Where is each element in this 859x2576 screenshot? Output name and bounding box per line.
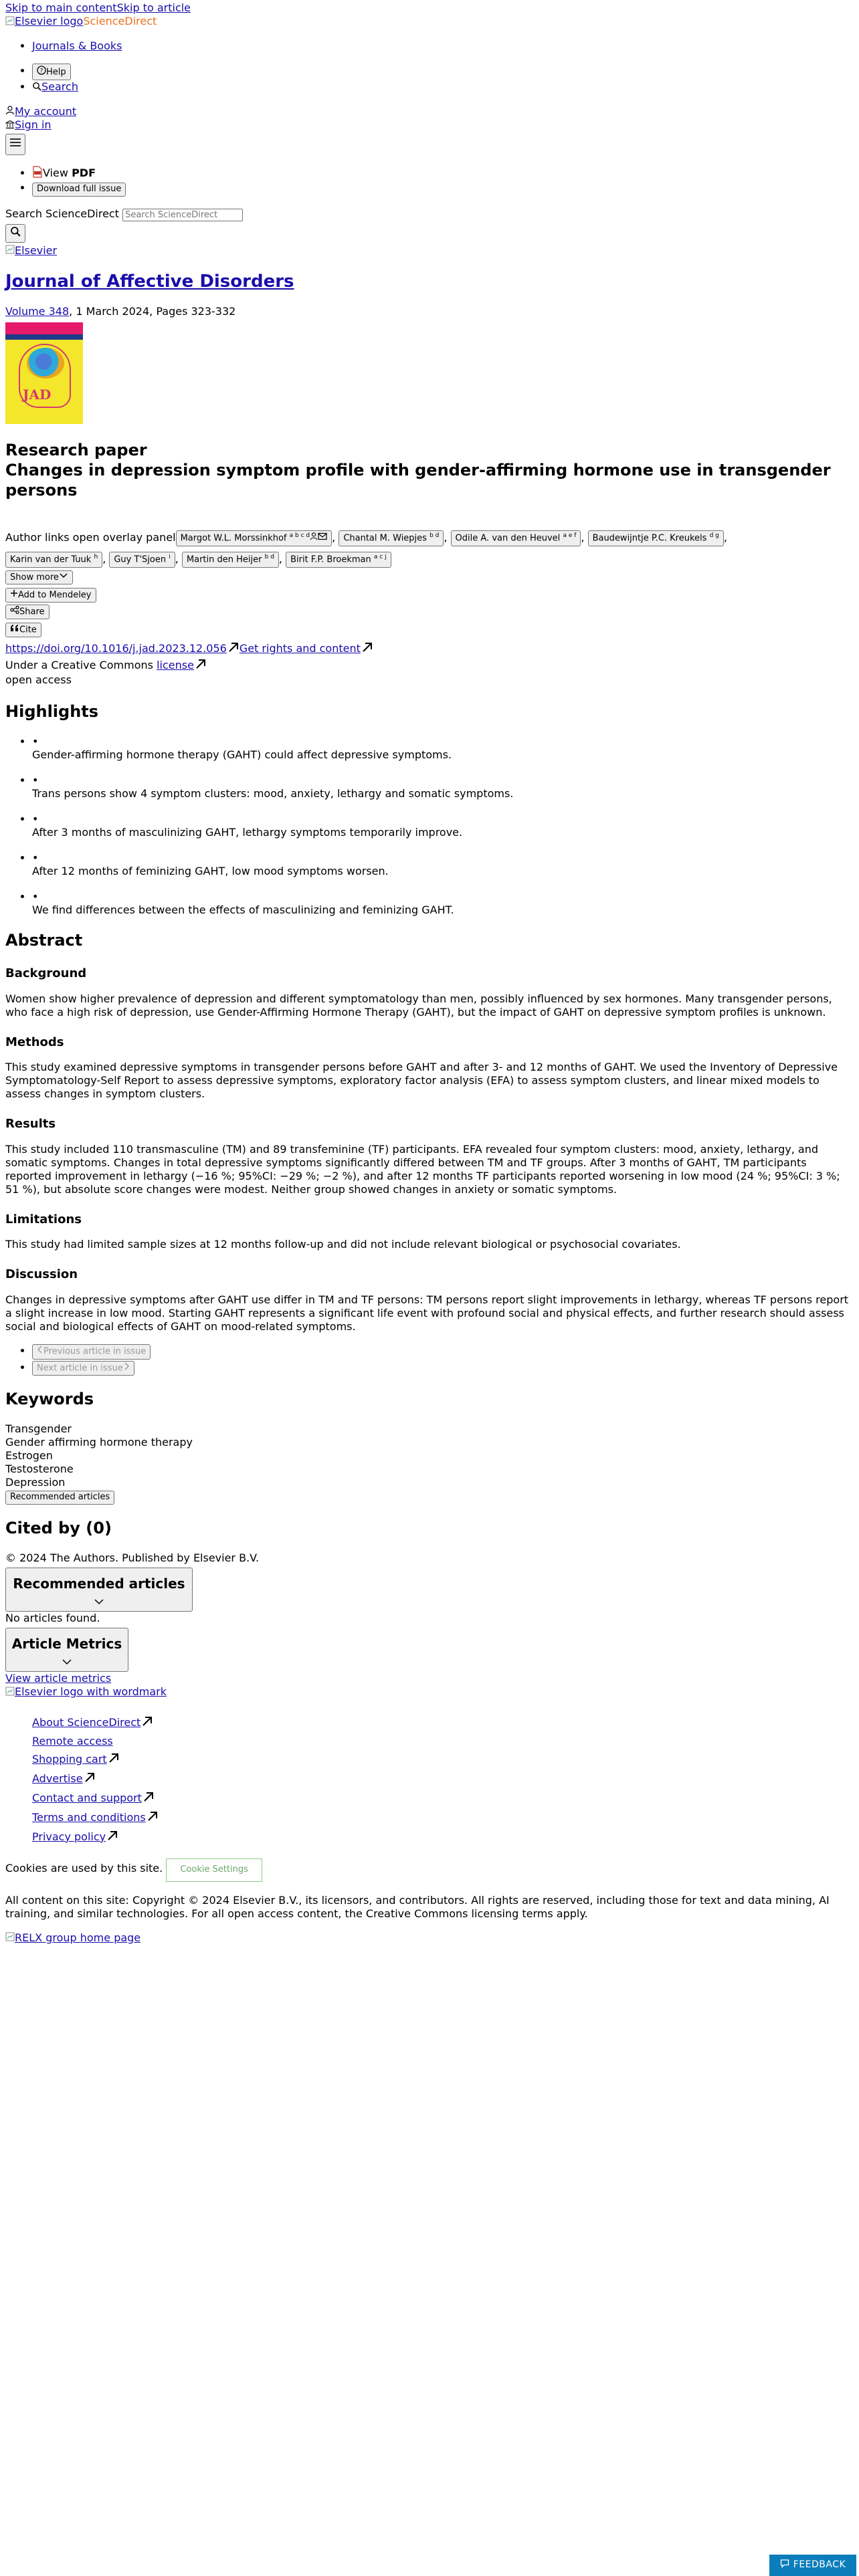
chevron-down-icon [59, 572, 68, 583]
next-article-button[interactable] [32, 1361, 134, 1376]
highlight-text: Trans persons show 4 symptom clusters: mood, anxiety, lethargy and somatic symptoms. [32, 787, 514, 800]
footer-logo-alt: Elsevier logo with wordmark [15, 1685, 167, 1699]
recommended-articles-toggle[interactable] [5, 1568, 193, 1612]
person-icon [5, 105, 15, 118]
share-row [5, 604, 859, 619]
highlight-text: After 12 months of feminizing GAHT, low mood symptoms worsen. [32, 865, 389, 878]
author-affiliations: d g [709, 532, 719, 540]
keyword: Depression [5, 1476, 66, 1489]
feedback-label: FEEDBACK [793, 2559, 846, 2571]
license-row [5, 658, 859, 673]
author-button[interactable] [5, 552, 102, 568]
footer-link-label: About ScienceDirect [32, 1715, 141, 1729]
elsevier-logo-link[interactable] [5, 15, 83, 27]
results-heading: Results [5, 1117, 56, 1132]
author-button[interactable] [286, 552, 391, 568]
methods-text: This study examined depressive symptoms in transgender persons before GAHT and after 3- and 12 months of GAHT. We used the Inventory of Depressive Symptomatology-Self Report to assess depressive symptoms, exploratory factor analysis (EFA) to assess symptom clusters, and linear mixed models to assess changes in symptom clusters. [5, 1061, 838, 1101]
cookie-settings-button[interactable]: Cookie Settings [166, 1858, 262, 1882]
footer-links [5, 1715, 859, 1845]
cite-button[interactable] [5, 623, 41, 637]
cite-row [5, 622, 859, 637]
cited-by-heading: Cited by (0) [5, 1519, 112, 1538]
cite-label: Cite [19, 625, 37, 635]
footer-link-remote-access[interactable]: Remote access [32, 1734, 113, 1747]
footer-link-about[interactable] [32, 1716, 153, 1729]
list-item: • • After 3 months of masculinizing GAHT, lethargy symptoms temporarily improve. [32, 813, 859, 839]
discussion-text: Changes in depressive symptoms after GAHT use differ in TM and TF persons: TM persons report slight improvements in lethargy, whereas TF persons report a slight increase in low mood. Starting GAHT represents a significant life event with profound social and physical effects, and further research should assess social and biological effects of GAHT on mood-related symptoms. [5, 1293, 849, 1333]
institution-icon [5, 119, 15, 132]
article-metrics-toggle[interactable] [5, 1628, 128, 1672]
person-icon [310, 532, 318, 544]
chevron-left-icon [37, 1346, 43, 1358]
mendeley-row [5, 587, 859, 603]
chat-bubble-icon [780, 2559, 789, 2572]
author-name: Chantal M. Wiepjes [343, 533, 427, 544]
help-icon [37, 66, 46, 79]
elsevier-logo-alt: Elsevier logo [15, 15, 84, 27]
chevron-down-icon [10, 1656, 124, 1667]
my-account-link[interactable]: My account [15, 104, 77, 118]
highlight-text: Gender-affirming hormone therapy (GAHT) could affect depressive symptoms. [32, 748, 452, 762]
utility-nav [5, 64, 859, 94]
search-sd-row [5, 207, 859, 221]
article-metrics-heading: Article Metrics [11, 1636, 122, 1652]
previous-article-label: Previous article in issue [43, 1346, 147, 1357]
cover-jad-text: JAD [23, 386, 52, 403]
search-sd-label: Search ScienceDirect [5, 207, 119, 220]
author-links-label: Author links open overlay panel [5, 530, 176, 544]
external-link-icon [106, 1830, 118, 1845]
limitations-text: This study had limited sample sizes at 12 months follow-up and did not include relevant biological or psychosocial covariates. [5, 1238, 681, 1251]
author-name: Guy T'Sjoen [114, 554, 167, 565]
external-link-icon [108, 1752, 120, 1767]
background-heading: Background [5, 966, 87, 981]
search-link[interactable]: Search [41, 80, 78, 94]
highlight-text: We find differences between the effects of masculinizing and feminizing GAHT. [32, 903, 454, 917]
download-full-issue-button[interactable]: Download full issue [32, 183, 126, 197]
account-row [5, 105, 859, 119]
search-icon [32, 81, 41, 94]
recommended-articles-heading: Recommended articles [13, 1576, 185, 1592]
show-more-row [5, 570, 859, 585]
quote-icon [10, 624, 19, 636]
add-to-mendeley-button[interactable] [5, 588, 96, 603]
rights-text: Get rights and content [239, 642, 361, 655]
share-button[interactable] [5, 605, 50, 619]
author-button[interactable] [451, 530, 581, 546]
methods-heading: Methods [5, 1035, 64, 1049]
author-affiliations: b d [430, 532, 440, 540]
broken-image-icon [5, 1686, 15, 1699]
share-icon [10, 606, 19, 618]
license-prefix: Under a Creative Commons [5, 659, 157, 672]
view-pdf-bold: PDF [72, 166, 96, 179]
license-link[interactable] [157, 659, 207, 671]
license-link-text: license [157, 659, 194, 672]
results-text: This study included 110 transmasculine (TM) and 89 transfeminine (TF) participants. EFA revealed four symptom clusters: mood, anxiety, lethargy, and somatic symptoms. Changes in total depressive symptoms significantly differed between TM and TF groups. After 3 months of GAHT, TM participants reported improvement in lethargy (−16 %; 95%CI: −29 %; −2 %), and after 12 months TF participants reported worsening in low mood (24 %; 95%CI: 3 %; 51 %), but absolute score changes were modest. Neither group showed changes in anxiety or somatic symptoms. [5, 1142, 840, 1196]
journal-title-link[interactable]: Journal of Affective Disorders [5, 272, 294, 292]
background-text: Women show higher prevalence of depression and different symptomatology than men, possibly influenced by sex hormones. Many transgender persons, who face a high risk of depression, use Gender-Affirming Hormone Therapy (GAHT), but the impact of GAHT on depressive symptom profiles is unknown. [5, 992, 832, 1018]
next-article-label: Next article in issue [37, 1363, 123, 1374]
search-submit-row [5, 224, 859, 243]
external-link-icon [227, 641, 240, 657]
cover-band [5, 322, 83, 334]
journals-books-link[interactable]: Journals & Books [32, 39, 122, 52]
footer-link-advertise[interactable] [32, 1772, 96, 1785]
limitations-heading: Limitations [5, 1212, 82, 1226]
keyword: Gender affirming hormone therapy [5, 1436, 193, 1449]
doi-link[interactable] [5, 642, 240, 655]
publisher-logo-alt: Elsevier [15, 243, 58, 257]
share-label: Share [19, 607, 45, 617]
keywords-list [5, 1422, 859, 1489]
doi-text: https://doi.org/10.1016/j.jad.2023.12.056 [5, 642, 227, 655]
author-name: Birit F.P. Broekman [290, 554, 371, 565]
external-link-icon [142, 1791, 155, 1806]
brand-row [5, 15, 859, 29]
article-title: Changes in depression symptom profile with gender-affirming hormone use in transgender persons [5, 460, 831, 500]
broken-image-icon [5, 15, 15, 29]
author-name: Karin van der Tuuk [10, 554, 92, 565]
highlights-list [5, 735, 859, 917]
copyright-notice: All content on this site: Copyright © 2024 Elsevier B.V., its licensors, and contributors. All rights are reserved, including those for text and data mining, AI training, and similar technologies. For all open access content, the Creative Commons licensing terms apply. [5, 1893, 830, 1920]
article-toolbar [5, 166, 859, 197]
pdf-icon [32, 166, 43, 181]
footer-elsevier-logo-link[interactable] [5, 1685, 167, 1698]
view-article-metrics-link[interactable]: View article metrics [5, 1672, 112, 1685]
discussion-heading: Discussion [5, 1267, 78, 1282]
copyright-text: © 2024 The Authors. Published by Elsevier B.V. [5, 1551, 260, 1565]
footer [5, 1685, 859, 1945]
skip-links [5, 0, 859, 15]
abstract-heading: Abstract [5, 931, 83, 950]
feedback-button[interactable] [769, 2555, 856, 2576]
help-button[interactable] [32, 64, 71, 81]
list-item: • • Gender-affirming hormone therapy (GAHT) could affect depressive symptoms. [32, 735, 859, 762]
footer-link-label: Privacy policy [32, 1830, 106, 1843]
author-button[interactable] [588, 530, 724, 546]
svg-text:?: • ? [39, 68, 43, 74]
relx-logo-alt: RELX group home page [15, 1931, 141, 1944]
sign-in-row [5, 118, 859, 132]
show-more-button[interactable] [5, 570, 73, 585]
footer-link-shopping-cart[interactable] [32, 1753, 120, 1765]
chevron-right-icon [123, 1362, 130, 1374]
broken-image-icon [5, 1931, 15, 1945]
cookies-text: Cookies are used by this site. [5, 1861, 163, 1874]
author-name: Baudewijntje P.C. Kreukels [592, 533, 707, 544]
author-button[interactable] [182, 552, 279, 568]
footer-link-label: Advertise [32, 1772, 83, 1785]
volume-link[interactable]: Volume 348 [5, 304, 70, 318]
help-label: Help [46, 66, 66, 77]
article-pager [5, 1344, 859, 1376]
author-button[interactable] [176, 530, 332, 546]
recommended-articles-button[interactable]: Recommended articles [5, 1491, 114, 1505]
author-affiliations: i [169, 554, 171, 561]
no-articles-text: No articles found. [5, 1612, 100, 1625]
keyword: Transgender [5, 1422, 72, 1436]
author-affiliations: a b c d [289, 532, 310, 540]
doi-row [5, 641, 859, 657]
site-header [5, 15, 859, 155]
external-link-icon [84, 1772, 96, 1787]
list-item: • • Trans persons show 4 symptom clusters: mood, anxiety, lethargy and somatic symptoms. [32, 774, 859, 800]
highlights-heading: Highlights [5, 702, 99, 722]
publisher-logo-row [5, 244, 859, 258]
author-name: Odile A. van den Heuvel [455, 533, 561, 544]
author-list: Author links open overlay panel Margot W.L. Morssinkhof $^{a b c d}$ , Chantal M. Wiepjes $^{b d}$ , Odile A. van den Heuvel $^{a e f}$ , Baudewijntje P.C. Kreukels $^{d g}$ , Karin van der Tuuk $^h$ , Guy T'Sjoen $^i$ , Martin den Heijer $^{b d}$ , Birit F.P. Broekman $^{a c j}$ [5, 527, 859, 570]
search-icon [10, 226, 21, 241]
sciencedirect-brand: ScienceDirect [83, 15, 157, 27]
author-button[interactable] [339, 530, 444, 546]
menu-button[interactable] [5, 134, 25, 155]
search-sd-input[interactable] [122, 209, 243, 221]
primary-nav [5, 39, 859, 53]
article-type: Research paper [5, 440, 147, 459]
email-icon [318, 532, 327, 544]
view-pdf-link[interactable] [32, 167, 96, 179]
sign-in-link[interactable]: Sign in [15, 118, 52, 132]
skip-to-article-link[interactable]: Skip to article [116, 1, 191, 14]
external-link-icon [147, 1810, 159, 1826]
footer-link-privacy[interactable] [32, 1830, 118, 1843]
external-link-icon [141, 1715, 153, 1731]
footer-link-label: Shopping cart [32, 1752, 107, 1765]
author-button[interactable] [109, 552, 175, 568]
publisher-logo-link[interactable] [5, 244, 57, 257]
open-access-label: open access [5, 673, 72, 687]
external-link-icon [195, 658, 207, 673]
author-affiliations: a e f [563, 532, 577, 540]
issue-info [5, 305, 859, 318]
author-affiliations: a c j [373, 554, 387, 561]
keywords-heading: Keywords [5, 1390, 94, 1409]
cover-brain-illustration [27, 348, 64, 379]
plus-icon [10, 589, 18, 601]
add-to-mendeley-label: Add to Mendeley [18, 590, 92, 601]
journal-title [5, 271, 859, 293]
author-affiliations: h [94, 554, 98, 561]
footer-link-terms[interactable] [32, 1811, 159, 1824]
relx-logo-link[interactable] [5, 1931, 140, 1944]
author-name: Martin den Heijer [186, 554, 262, 565]
highlight-text: After 3 months of masculinizing GAHT, lethargy symptoms temporarily improve. [32, 826, 463, 839]
author-name: Margot W.L. Morssinkhof [180, 533, 287, 544]
footer-link-label: Contact and support [32, 1791, 142, 1804]
cover-band-secondary [5, 334, 83, 340]
show-more-label: Show more [10, 572, 59, 582]
footer-link-label: Terms and conditions [32, 1810, 146, 1824]
search-submit-button[interactable] [5, 224, 25, 243]
external-link-icon [361, 641, 373, 657]
footer-link-contact[interactable] [32, 1792, 155, 1804]
view-pdf-prefix: View [43, 166, 72, 179]
broken-image-icon [5, 244, 15, 257]
hamburger-icon [9, 136, 22, 152]
issue-details: , 1 March 2024, Pages 323-332 [69, 304, 236, 318]
skip-to-main-link[interactable]: Skip to main content [5, 1, 117, 14]
cookies-row [5, 1858, 859, 1882]
rights-link[interactable] [240, 642, 373, 655]
keyword: Estrogen [5, 1449, 53, 1463]
chevron-down-icon [10, 1596, 188, 1607]
list-item: • • We find differences between the effects of masculinizing and feminizing GAHT. [32, 890, 859, 917]
keyword: Testosterone [5, 1463, 74, 1476]
list-item: • • After 12 months of feminizing GAHT, low mood symptoms worsen. [32, 851, 859, 878]
journal-cover-image[interactable] [5, 322, 83, 424]
author-affiliations: b d [264, 554, 274, 561]
previous-article-button[interactable] [32, 1344, 151, 1359]
